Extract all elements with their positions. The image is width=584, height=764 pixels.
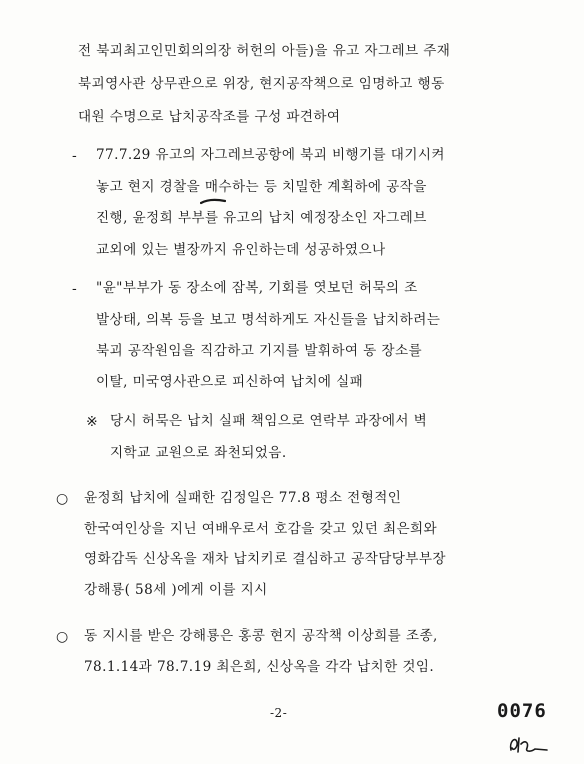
circle-1-marker: ○ — [56, 491, 69, 507]
circle-2-line-2: 78.1.14과 78.7.19 최은희, 신상옥을 각각 납치한 것임. — [84, 659, 435, 675]
intro-line-1: 전 북괴최고인민회의의장 허헌의 아들)을 유고 자그레브 주재 — [78, 43, 451, 59]
circle-2-marker: ○ — [56, 629, 69, 645]
bullet-2-line-4: 이탈, 미국영사관으로 피신하여 납치에 실패 — [96, 374, 364, 390]
bullet-1-line-2: 놓고 현지 경찰을 매수하는 등 치밀한 계획하에 공작을 — [96, 179, 427, 195]
circle-1-line-4: 강해룡( 58세 )에게 이를 지시 — [84, 582, 268, 598]
note-line-2: 지학교 교원으로 좌천되었음. — [110, 445, 287, 461]
bullet-1-line-1: 77.7.29 유고의 자그레브공항에 북괴 비행기를 대기시켜 — [96, 147, 445, 163]
intro-line-2: 북괴영사관 상무관으로 위장, 현지공작책으로 임명하고 행동 — [78, 76, 445, 92]
circle-1-line-2: 한국여인상을 지닌 여배우로서 호감을 갖고 있던 최은희와 — [84, 521, 438, 537]
intro-line-3: 대원 수명으로 납치공작조를 구성 파견하여 — [78, 109, 341, 125]
handwritten-initials-icon — [505, 730, 553, 756]
circle-1-line-1: 윤정희 납치에 실패한 김정일은 77.8 평소 전형적인 — [84, 490, 402, 506]
note-line-1: 당시 허묵은 납치 실패 책임으로 연락부 과장에서 벽 — [110, 413, 428, 429]
page-number: -2- — [270, 706, 288, 720]
bullet-2-line-1: "윤"부부가 동 장소에 잠복, 기회를 엿보던 허묵의 조 — [96, 280, 418, 296]
bullet-2-line-3: 북괴 공작원임을 직감하고 기지를 발휘하여 동 장소를 — [96, 343, 423, 359]
bullet-1-line-3: 진행, 윤정희 부부를 유고의 납치 예정장소인 자그레브 — [96, 210, 427, 226]
bullet-1-line-4: 교외에 있는 별장까지 유인하는데 성공하였으나 — [96, 242, 386, 258]
note-marker: ※ — [86, 414, 98, 430]
circle-1-line-3: 영화감독 신상옥을 재차 납치키로 결심하고 공작담당부부장 — [84, 551, 446, 567]
circle-2-line-1: 동 지시를 받은 강해룡은 홍콩 현지 공작책 이상희를 조종, — [84, 628, 438, 644]
bullet-2-line-2: 발상태, 의복 등을 보고 명석하게도 자신들을 납치하려는 — [96, 312, 441, 328]
bullet-2-marker: - — [72, 281, 77, 297]
bullet-1-marker: - — [72, 148, 77, 164]
document-code: 0076 — [497, 700, 547, 722]
pen-stroke-mark — [200, 197, 226, 207]
